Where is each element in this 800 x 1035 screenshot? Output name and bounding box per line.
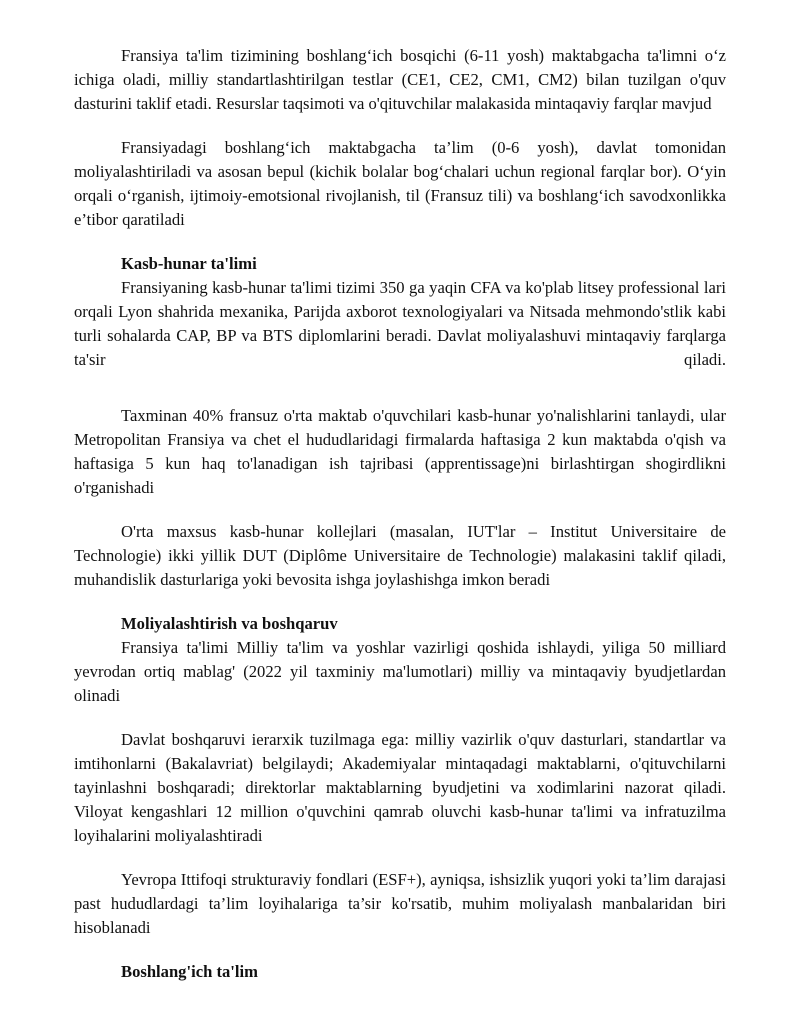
heading-vocational-education: Kasb-hunar ta'limi	[121, 254, 257, 273]
paragraph-eu-funds: Yevropa Ittifoqi strukturaviy fondlari (ESF+), ayniqsa, ishsizlik yuqori yoki ta’lim darajasi past hududlardagi ta’lim loyihalariga ta’sir ko'rsatib, muhim moliyalash manbalaridan biri hisoblanadi	[74, 870, 726, 937]
paragraph-vocational-students: Taxminan 40% fransuz o'rta maktab o'quvchilari kasb-hunar yo'nalishlarini tanlaydi, ular Metropolitan Fransiya va chet el hududlaridagi firmalarda haftasiga 2 kun maktabda o'qish va haftasiga 5 kun haq to'lanadigan ish tajribasi (apprentissage)ni birlashtirgan shogirdlikni o'rganishadi	[74, 406, 726, 497]
paragraph-preschool-education: Fransiyadagi boshlang‘ich maktabgacha ta’lim (0-6 yosh), davlat tomonidan moliyalashtiriladi va asosan bepul (kichik bolalar bog‘chalari uchun regional farqlar bor). O‘yin orqali o‘rganish, ijtimoiy-emotsional rivojlanish, til (Fransuz tili) va boshlang‘ich savodxonlikka e’tibor qaratiladi	[74, 138, 726, 229]
paragraph-vocational-system: Fransiyaning kasb-hunar ta'limi tizimi 350 ga yaqin CFA va ko'plab litsey professional lari orqali Lyon shahrida mexanika, Parijda axborot texnologiyalari va Nitsada mehmondo'stlik kabi turli sohalarda CAP, BP va BTS diplomlarini beradi. Davlat moliyalashuvi mintaqaviy farqlarga ta'sir qiladi.	[74, 278, 726, 369]
heading-funding-governance: Moliyalashtirish va boshqaruv	[121, 614, 338, 633]
paragraph-technical-colleges: O'rta maxsus kasb-hunar kollejlari (masalan, IUT'lar – Institut Universitaire de Technologie) ikki yillik DUT (Diplôme Universitaire de Technologie) malakasini taklif qiladi, muhandislik dasturlariga yoki bevosita ishga joylashishga imkon beradi	[74, 522, 726, 589]
heading-primary-education: Boshlang'ich ta'lim	[121, 962, 258, 981]
paragraph-state-governance: Davlat boshqaruvi ierarxik tuzilmaga ega: milliy vazirlik o'quv dasturlari, standartlar va imtihonlarni (Bakalavriat) belgilaydi; Akademiyalar mintaqadagi maktablarni, o'qituvchilarni tayinlashni boshqaradi; direktorlar maktablarning byudjetini va xodimlarini nazorat qiladi. Viloyat kengashlari 12 million o'quvchini qamrab oluvchi kasb-hunar ta'limi va infratuzilma loyihalarini moliyalashtiradi	[74, 730, 726, 845]
paragraph-ministry-funding: Fransiya ta'limi Milliy ta'lim va yoshlar vazirligi qoshida ishlaydi, yiliga 50 milliard yevrodan ortiq mablag' (2022 yil taxminiy ma'lumotlari) milliy va mintaqaviy byudjetlardan olinadi	[74, 638, 726, 705]
paragraph-primary-education: Fransiya ta'lim tizimining boshlang‘ich bosqichi (6-11 yosh) maktabgacha ta'limni o‘z ichiga oladi, milliy standartlashtirilgan testlar (CE1, CE2, CM1, CM2) bilan tuzilgan o'quv dasturini taklif etadi. Resurslar taqsimoti va o'qituvchilar malakasida mintaqaviy farqlar mavjud	[74, 46, 726, 113]
